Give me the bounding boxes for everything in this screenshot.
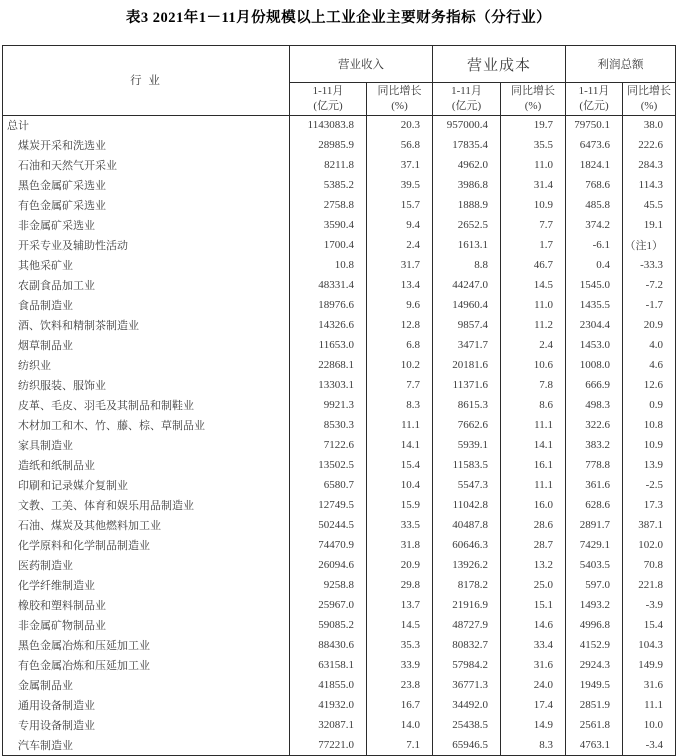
industry-cell: 非金属矿物制品业 — [3, 615, 290, 635]
value-cell: 13.4 — [367, 275, 433, 295]
financial-indicators-table — [2, 45, 676, 756]
value-cell: 19.7 — [501, 115, 566, 135]
value-cell: 13926.2 — [433, 555, 501, 575]
group-header-operating-cost: 营业成本 — [433, 46, 566, 83]
value-cell: 24.0 — [501, 675, 566, 695]
subheader-revenue-growth: 同比增长 (%) — [367, 83, 433, 116]
value-cell: -7.2 — [645, 279, 664, 292]
value-cell: -2.5 — [645, 479, 664, 492]
value-cell: 2561.8 — [566, 715, 623, 735]
value-cell: 13.2 — [501, 555, 566, 575]
table-row — [3, 595, 676, 615]
value-cell: 768.6 — [566, 175, 623, 195]
value-cell: 8178.2 — [433, 575, 501, 595]
value-cell: 48727.9 — [433, 615, 501, 635]
value-cell: 70.8 — [643, 559, 664, 572]
industry-cell: 总计 — [3, 115, 290, 135]
value-cell: 22868.1 — [290, 355, 367, 375]
value-cell: 2.4 — [501, 335, 566, 355]
value-cell: 20.3 — [367, 115, 433, 135]
table-row — [3, 295, 676, 315]
value-cell: 957000.4 — [433, 115, 501, 135]
industry-cell: 酒、饮料和精制茶制造业 — [3, 315, 290, 335]
value-cell: 79750.1 — [566, 115, 623, 135]
value-cell: -3.4 — [645, 738, 664, 751]
value-cell: 1453.0 — [566, 335, 623, 355]
industry-cell: 医药制造业 — [3, 555, 290, 575]
value-cell: 65946.5 — [433, 735, 501, 755]
value-cell: 7.7 — [367, 375, 433, 395]
table-row — [3, 555, 676, 575]
industry-cell: 食品制造业 — [3, 295, 290, 315]
value-cell: 628.6 — [566, 495, 623, 515]
value-cell: 2652.5 — [433, 215, 501, 235]
value-cell: 104.3 — [638, 639, 664, 652]
table-row — [3, 335, 676, 355]
value-cell: 1493.2 — [566, 595, 623, 615]
table-row — [3, 615, 676, 635]
table-row — [3, 535, 676, 555]
value-cell: 8530.3 — [290, 415, 367, 435]
subheader-revenue-amount: 1-11月 (亿元) — [290, 83, 367, 116]
value-cell: 11583.5 — [433, 455, 501, 475]
value-cell: 32087.1 — [290, 715, 367, 735]
value-cell: 13.7 — [367, 595, 433, 615]
industry-cell: 化学纤维制造业 — [3, 575, 290, 595]
value-cell: 60646.3 — [433, 535, 501, 555]
value-cell: 6473.6 — [566, 135, 623, 155]
value-cell: 11.1 — [367, 415, 433, 435]
value-cell: 10.0 — [643, 719, 664, 732]
table-row — [3, 635, 676, 655]
value-cell: 4152.9 — [566, 635, 623, 655]
table-row — [3, 735, 676, 755]
value-cell: 2891.7 — [566, 515, 623, 535]
table-row — [3, 495, 676, 515]
industry-cell: 化学原料和化学制品制造业 — [3, 535, 290, 555]
value-cell: 7.8 — [501, 375, 566, 395]
value-cell: 10.8 — [290, 255, 367, 275]
table-header — [3, 46, 676, 116]
value-cell: 102.0 — [638, 539, 664, 552]
value-cell: 46.7 — [501, 255, 566, 275]
value-cell: -33.3 — [640, 259, 664, 272]
subheader-cost-amount: 1-11月 (亿元) — [433, 83, 501, 116]
value-cell: 2851.9 — [566, 695, 623, 715]
value-cell: 40487.8 — [433, 515, 501, 535]
value-cell: 1824.1 — [566, 155, 623, 175]
value-cell: 14960.4 — [433, 295, 501, 315]
value-cell: 14326.6 — [290, 315, 367, 335]
value-cell: 6.8 — [367, 335, 433, 355]
industry-cell: 皮革、毛皮、羽毛及其制品和制鞋业 — [3, 395, 290, 415]
value-cell: 2758.8 — [290, 195, 367, 215]
column-header-industry: 行 业 — [3, 46, 290, 116]
value-cell: 37.1 — [367, 155, 433, 175]
value-cell: 7.7 — [501, 215, 566, 235]
value-cell: 23.8 — [367, 675, 433, 695]
value-cell: 56.8 — [367, 135, 433, 155]
value-cell: 10.9 — [643, 439, 664, 452]
value-cell: 6580.7 — [290, 475, 367, 495]
value-cell: 41932.0 — [290, 695, 367, 715]
industry-cell: 橡胶和塑料制品业 — [3, 595, 290, 615]
subheader-profit-growth: 同比增长 (%) — [623, 83, 676, 116]
industry-cell: 造纸和纸制品业 — [3, 455, 290, 475]
value-cell: 2304.4 — [566, 315, 623, 335]
value-cell: 35.3 — [367, 635, 433, 655]
value-cell: 597.0 — [566, 575, 623, 595]
value-cell: 12.6 — [643, 379, 664, 392]
value-cell: 25967.0 — [290, 595, 367, 615]
value-cell: 0.4 — [566, 255, 623, 275]
value-cell: 17835.4 — [433, 135, 501, 155]
value-cell: 1700.4 — [290, 235, 367, 255]
value-cell: 11.0 — [501, 155, 566, 175]
table-row — [3, 275, 676, 295]
value-cell: 29.8 — [367, 575, 433, 595]
value-cell: 25438.5 — [433, 715, 501, 735]
industry-cell: 石油和天然气开采业 — [3, 155, 290, 175]
table-row — [3, 155, 676, 175]
table-row — [3, 375, 676, 395]
value-cell: 36771.3 — [433, 675, 501, 695]
table-row — [3, 675, 676, 695]
value-cell: 8.3 — [501, 735, 566, 755]
value-cell: 7429.1 — [566, 535, 623, 555]
value-cell: -6.1 — [566, 235, 623, 255]
value-cell: 4996.8 — [566, 615, 623, 635]
value-cell: 1545.0 — [566, 275, 623, 295]
table-row — [3, 175, 676, 195]
value-cell: 34492.0 — [433, 695, 501, 715]
table-row — [3, 395, 676, 415]
subheader-cost-growth: 同比增长 (%) — [501, 83, 566, 116]
value-cell: 7122.6 — [290, 435, 367, 455]
value-cell: 28.6 — [501, 515, 566, 535]
value-cell: 9857.4 — [433, 315, 501, 335]
value-cell: 39.5 — [367, 175, 433, 195]
value-cell: 5403.5 — [566, 555, 623, 575]
table-row — [3, 515, 676, 535]
value-cell: 374.2 — [566, 215, 623, 235]
value-cell: 9.6 — [367, 295, 433, 315]
value-cell: 19.1 — [643, 219, 664, 232]
value-cell: 1888.9 — [433, 195, 501, 215]
value-cell: 8.8 — [433, 255, 501, 275]
value-cell: 1613.1 — [433, 235, 501, 255]
value-cell: 33.9 — [367, 655, 433, 675]
value-cell: 2924.3 — [566, 655, 623, 675]
value-cell: 9.4 — [367, 215, 433, 235]
value-cell: 88430.6 — [290, 635, 367, 655]
table-row — [3, 355, 676, 375]
value-cell: 31.7 — [367, 255, 433, 275]
value-cell: 31.4 — [501, 175, 566, 195]
value-cell: 44247.0 — [433, 275, 501, 295]
value-cell: 15.9 — [367, 495, 433, 515]
value-cell: -3.9 — [645, 599, 664, 612]
value-cell: 57984.2 — [433, 655, 501, 675]
value-cell: 11042.8 — [433, 495, 501, 515]
value-cell: 80832.7 — [433, 635, 501, 655]
value-cell: 1143083.8 — [290, 115, 367, 135]
group-header-total-profit: 利润总额 — [566, 46, 676, 83]
value-cell: 11653.0 — [290, 335, 367, 355]
table-row — [3, 455, 676, 475]
table-row — [3, 415, 676, 435]
value-cell: 16.0 — [501, 495, 566, 515]
value-cell: 3471.7 — [433, 335, 501, 355]
value-cell: 383.2 — [566, 435, 623, 455]
value-cell: 12749.5 — [290, 495, 367, 515]
value-cell: 4.0 — [649, 339, 664, 352]
value-cell: 7662.6 — [433, 415, 501, 435]
table-row — [3, 315, 676, 335]
value-cell: 284.3 — [638, 159, 664, 172]
industry-cell: 农副食品加工业 — [3, 275, 290, 295]
value-cell: 35.5 — [501, 135, 566, 155]
value-cell: 74470.9 — [290, 535, 367, 555]
value-cell: 14.5 — [367, 615, 433, 635]
value-cell: 25.0 — [501, 575, 566, 595]
page-title: 表3 2021年1－11月份规模以上工业企业主要财务指标（分行业） — [125, 10, 552, 26]
value-cell: 31.6 — [643, 679, 664, 692]
value-cell: 50244.5 — [290, 515, 367, 535]
value-cell: 33.4 — [501, 635, 566, 655]
value-cell: 221.8 — [638, 579, 664, 592]
industry-cell: 文教、工美、体育和娱乐用品制造业 — [3, 495, 290, 515]
value-cell: 1949.5 — [566, 675, 623, 695]
value-cell: -1.7 — [645, 299, 664, 312]
value-cell: 20.9 — [643, 319, 664, 332]
value-cell: 10.2 — [367, 355, 433, 375]
value-cell: 14.1 — [367, 435, 433, 455]
value-cell: 5547.3 — [433, 475, 501, 495]
value-cell: 14.9 — [501, 715, 566, 735]
value-cell: 13.9 — [643, 459, 664, 472]
value-cell: 666.9 — [566, 375, 623, 395]
value-cell: 15.4 — [367, 455, 433, 475]
value-cell: 10.4 — [367, 475, 433, 495]
value-cell: 11.0 — [501, 295, 566, 315]
table-row — [3, 475, 676, 495]
group-header-operating-revenue: 营业收入 — [290, 46, 433, 83]
value-cell: 10.6 — [501, 355, 566, 375]
table-body — [3, 115, 676, 755]
value-cell: 17.3 — [643, 499, 664, 512]
industry-cell: 煤炭开采和洗选业 — [3, 135, 290, 155]
value-cell: 14.0 — [367, 715, 433, 735]
industry-cell: 家具制造业 — [3, 435, 290, 455]
value-cell: （注1） — [624, 240, 664, 253]
value-cell: 114.3 — [638, 179, 664, 192]
value-cell: 20.9 — [367, 555, 433, 575]
value-cell: 361.6 — [566, 475, 623, 495]
value-cell: 17.4 — [501, 695, 566, 715]
industry-cell: 非金属矿采选业 — [3, 215, 290, 235]
value-cell: 12.8 — [367, 315, 433, 335]
table-row — [3, 115, 676, 135]
value-cell: 8211.8 — [290, 155, 367, 175]
value-cell: 18976.6 — [290, 295, 367, 315]
value-cell: 45.5 — [643, 199, 664, 212]
industry-cell: 纺织服装、服饰业 — [3, 375, 290, 395]
value-cell: 0.9 — [649, 399, 664, 412]
industry-cell: 金属制品业 — [3, 675, 290, 695]
value-cell: 16.1 — [501, 455, 566, 475]
industry-cell: 有色金属矿采选业 — [3, 195, 290, 215]
value-cell: 2.4 — [367, 235, 433, 255]
value-cell: 1.7 — [501, 235, 566, 255]
value-cell: 10.9 — [501, 195, 566, 215]
value-cell: 11.2 — [501, 315, 566, 335]
value-cell: 14.1 — [501, 435, 566, 455]
value-cell: 9921.3 — [290, 395, 367, 415]
value-cell: 77221.0 — [290, 735, 367, 755]
industry-cell: 木材加工和木、竹、藤、棕、草制品业 — [3, 415, 290, 435]
industry-cell: 其他采矿业 — [3, 255, 290, 275]
value-cell: 15.4 — [643, 619, 664, 632]
value-cell: 4.6 — [649, 359, 664, 372]
value-cell: 5939.1 — [433, 435, 501, 455]
industry-cell: 汽车制造业 — [3, 735, 290, 755]
industry-cell: 烟草制品业 — [3, 335, 290, 355]
value-cell: 222.6 — [638, 139, 664, 152]
value-cell: 8.6 — [501, 395, 566, 415]
value-cell: 14.5 — [501, 275, 566, 295]
value-cell: 4763.1 — [566, 735, 623, 755]
table-row — [3, 215, 676, 235]
industry-cell: 专用设备制造业 — [3, 715, 290, 735]
value-cell: 11.1 — [644, 699, 664, 712]
value-cell: 48331.4 — [290, 275, 367, 295]
table-row — [3, 195, 676, 215]
table-row — [3, 655, 676, 675]
value-cell: 8615.3 — [433, 395, 501, 415]
industry-cell: 通用设备制造业 — [3, 695, 290, 715]
table-row — [3, 435, 676, 455]
value-cell: 13502.5 — [290, 455, 367, 475]
value-cell: 498.3 — [566, 395, 623, 415]
value-cell: 11.1 — [501, 475, 566, 495]
value-cell: 3986.8 — [433, 175, 501, 195]
table-row — [3, 235, 676, 255]
industry-cell: 印刷和记录媒介复制业 — [3, 475, 290, 495]
value-cell: 31.6 — [501, 655, 566, 675]
value-cell: 28985.9 — [290, 135, 367, 155]
value-cell: 38.0 — [643, 119, 664, 132]
value-cell: 26094.6 — [290, 555, 367, 575]
value-cell: 13303.1 — [290, 375, 367, 395]
value-cell: 1435.5 — [566, 295, 623, 315]
value-cell: 14.6 — [501, 615, 566, 635]
value-cell: 63158.1 — [290, 655, 367, 675]
value-cell: 20181.6 — [433, 355, 501, 375]
value-cell: 485.8 — [566, 195, 623, 215]
table-row — [3, 135, 676, 155]
value-cell: 21916.9 — [433, 595, 501, 615]
value-cell: 11371.6 — [433, 375, 501, 395]
industry-cell: 黑色金属冶炼和压延加工业 — [3, 635, 290, 655]
value-cell: 15.7 — [367, 195, 433, 215]
subheader-profit-amount: 1-11月 (亿元) — [566, 83, 623, 116]
industry-cell: 纺织业 — [3, 355, 290, 375]
value-cell: 10.8 — [643, 419, 664, 432]
value-cell: 33.5 — [367, 515, 433, 535]
value-cell: 322.6 — [566, 415, 623, 435]
value-cell: 31.8 — [367, 535, 433, 555]
value-cell: 778.8 — [566, 455, 623, 475]
table-row — [3, 255, 676, 275]
industry-cell: 开采专业及辅助性活动 — [3, 235, 290, 255]
value-cell: 28.7 — [501, 535, 566, 555]
industry-cell: 黑色金属矿采选业 — [3, 175, 290, 195]
value-cell: 1008.0 — [566, 355, 623, 375]
value-cell: 15.1 — [501, 595, 566, 615]
value-cell: 3590.4 — [290, 215, 367, 235]
value-cell: 41855.0 — [290, 675, 367, 695]
value-cell: 9258.8 — [290, 575, 367, 595]
industry-cell: 石油、煤炭及其他燃料加工业 — [3, 515, 290, 535]
value-cell: 59085.2 — [290, 615, 367, 635]
value-cell: 387.1 — [638, 519, 664, 532]
value-cell: 7.1 — [367, 735, 433, 755]
value-cell: 8.3 — [367, 395, 433, 415]
table-row — [3, 715, 676, 735]
value-cell: 4962.0 — [433, 155, 501, 175]
value-cell: 149.9 — [638, 659, 664, 672]
industry-cell: 有色金属冶炼和压延加工业 — [3, 655, 290, 675]
value-cell: 5385.2 — [290, 175, 367, 195]
table-row — [3, 575, 676, 595]
value-cell: 11.1 — [501, 415, 566, 435]
table-row — [3, 695, 676, 715]
value-cell: 16.7 — [367, 695, 433, 715]
